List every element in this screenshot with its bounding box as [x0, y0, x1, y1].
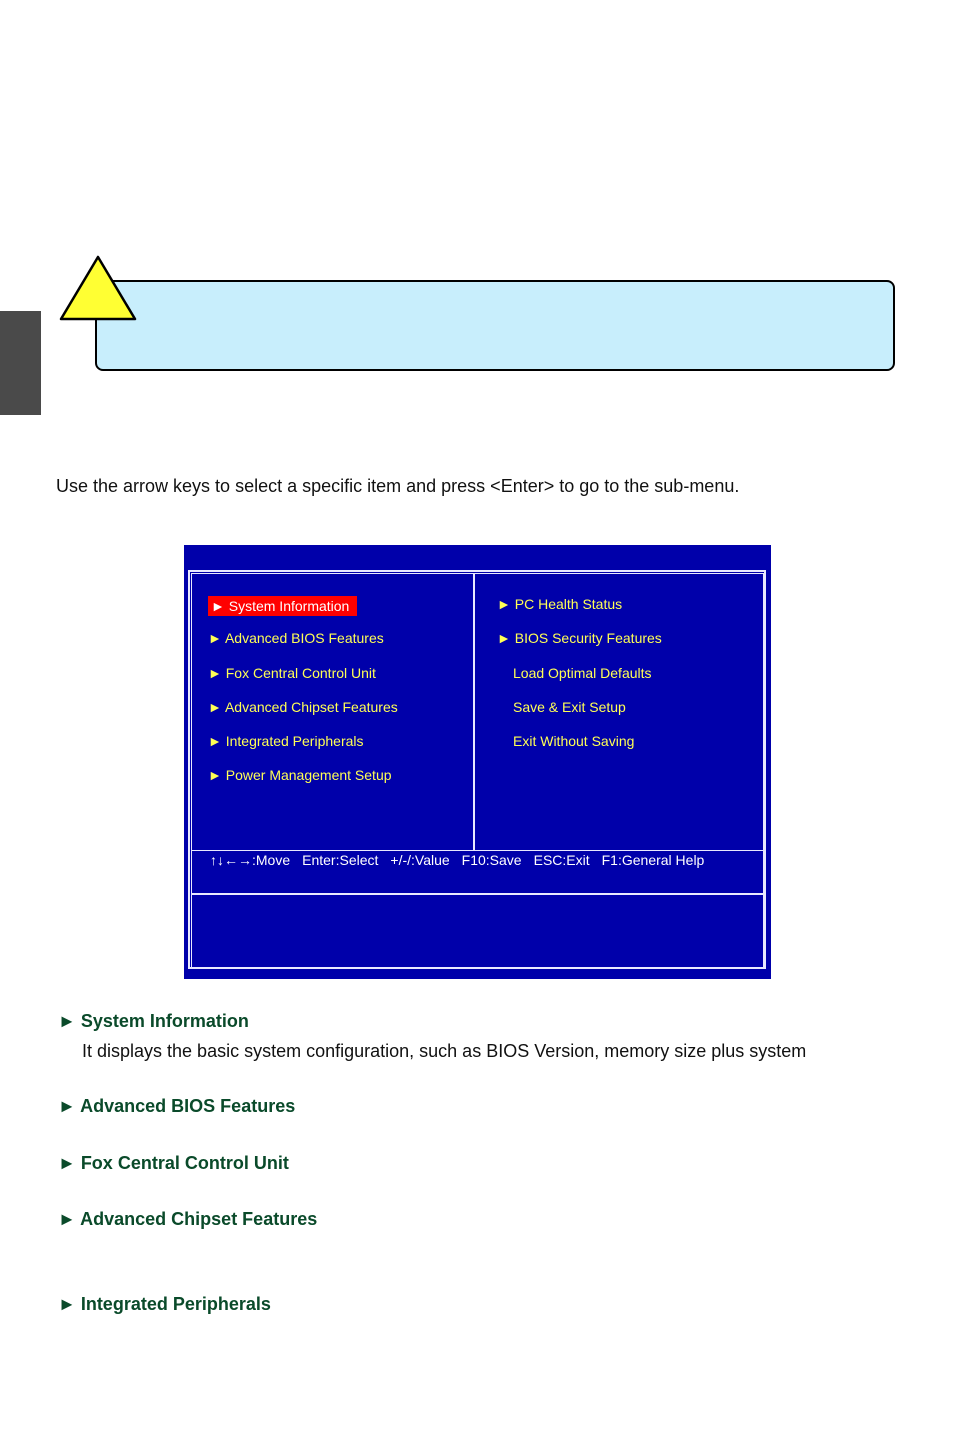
bios-item-bios-security-features[interactable]: ► BIOS Security Features [497, 630, 662, 646]
bios-help-divider [191, 850, 764, 851]
intro-text: Use the arrow keys to select a specific item and press <Enter> to go to the sub-menu. [56, 476, 740, 496]
bios-item-power-management-setup[interactable]: ► Power Management Setup [208, 767, 392, 783]
help-exit: ESC:Exit [533, 852, 590, 868]
bios-column-divider [473, 573, 475, 851]
section-title-integrated-peripherals: ► Integrated Peripherals [58, 1294, 271, 1314]
help-value: +/-/:Value [390, 852, 450, 868]
warning-icon [58, 254, 138, 324]
bios-item-advanced-chipset-features[interactable]: ► Advanced Chipset Features [208, 699, 398, 715]
bios-item-pc-health-status[interactable]: ► PC Health Status [497, 596, 623, 612]
section-desc-system-information: It displays the basic system configuration, such as BIOS Version, memory size plus system [82, 1041, 807, 1061]
bios-status-divider [191, 893, 764, 895]
warning-note-box [95, 280, 895, 371]
help-general: F1:General Help [601, 852, 705, 868]
bios-item-system-information[interactable]: ► System Information [208, 596, 357, 616]
section-title-fox-central-control-unit: ► Fox Central Control Unit [58, 1153, 289, 1173]
bios-item-advanced-bios-features[interactable]: ► Advanced BIOS Features [208, 630, 384, 646]
bios-help-bar [210, 852, 716, 868]
section-title-advanced-chipset-features: ► Advanced Chipset Features [58, 1209, 318, 1229]
bios-item-save-exit-setup[interactable]: Save & Exit Setup [513, 699, 626, 715]
bios-item-exit-without-saving[interactable]: Exit Without Saving [513, 733, 635, 749]
bios-item-load-optimal-defaults[interactable]: Load Optimal Defaults [513, 665, 652, 681]
section-title-system-information: ► System Information [58, 1011, 249, 1031]
help-select: Enter:Select [302, 852, 379, 868]
bios-item-fox-central-control-unit[interactable]: ► Fox Central Control Unit [208, 665, 376, 681]
help-move: ↑↓←→:Move [210, 852, 291, 868]
chapter-side-tab [0, 311, 41, 415]
bios-item-integrated-peripherals[interactable]: ► Integrated Peripherals [208, 733, 364, 749]
help-save: F10:Save [461, 852, 522, 868]
section-title-advanced-bios-features: ► Advanced BIOS Features [58, 1096, 296, 1116]
